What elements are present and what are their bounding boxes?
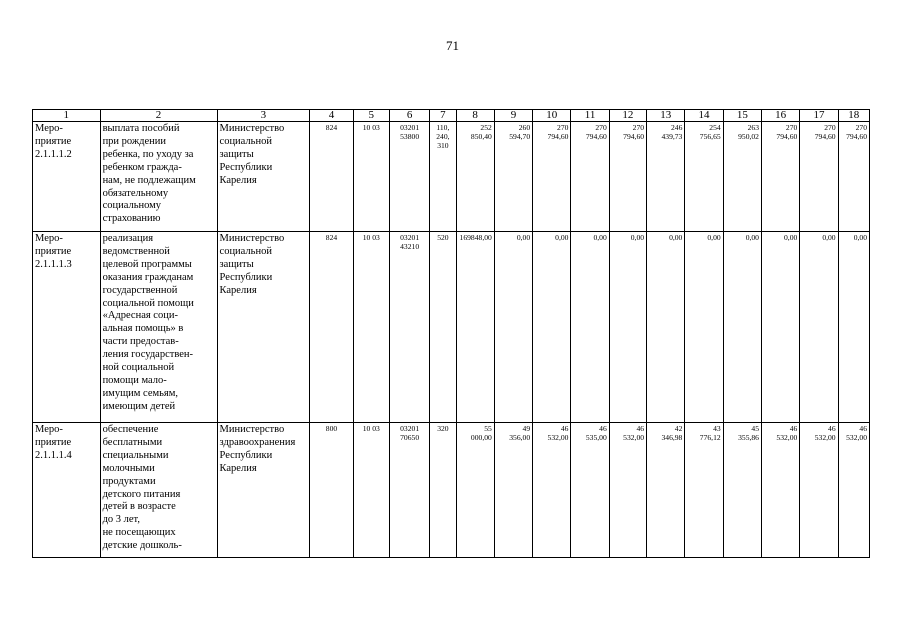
amount-cell: 46 532,00 [761, 423, 799, 558]
table-row [33, 232, 870, 423]
amount-cell: 260 594,70 [494, 122, 532, 232]
column-header: 11 [571, 110, 609, 122]
column-header: 14 [685, 110, 723, 122]
target-code-cell: 03201 43210 [389, 232, 429, 423]
amount-cell: 254 756,65 [685, 122, 723, 232]
column-header: 16 [761, 110, 799, 122]
responsible-cell: Министерство здравоохранения Республики Карелия [217, 423, 310, 558]
amount-cell: 55 000,00 [456, 423, 494, 558]
event-cell: Меро- приятие 2.1.1.1.3 [33, 232, 101, 423]
amount-cell: 46 532,00 [533, 423, 571, 558]
column-header: 1 [33, 110, 101, 122]
section-code-cell: 10 03 [353, 423, 389, 558]
event-cell: Меро- приятие 2.1.1.1.2 [33, 122, 101, 232]
expense-type-cell: 110, 240, 310 [430, 122, 456, 232]
column-header: 8 [456, 110, 494, 122]
section-code-cell: 10 03 [353, 232, 389, 423]
budget-table [32, 109, 870, 558]
target-code-cell: 03201 53800 [389, 122, 429, 232]
amount-cell: 46 532,00 [609, 423, 646, 558]
header-row [33, 110, 870, 122]
amount-cell: 270 794,60 [800, 122, 838, 232]
description-cell: выплата пособий при рождении ребенка, по уходу за ребенком гражда- нам, не подлежащим обязательному социальному страхованию [100, 122, 217, 232]
column-header: 13 [647, 110, 685, 122]
amount-cell: 169848,00 [456, 232, 494, 423]
target-code-cell: 03201 70650 [389, 423, 429, 558]
column-header: 17 [800, 110, 838, 122]
amount-cell: 0,00 [838, 232, 869, 423]
amount-cell: 0,00 [761, 232, 799, 423]
expense-type-cell: 320 [430, 423, 456, 558]
amount-cell: 270 794,60 [761, 122, 799, 232]
amount-cell: 46 532,00 [838, 423, 869, 558]
amount-cell: 45 355,86 [723, 423, 761, 558]
ministry-code-cell: 824 [310, 232, 353, 423]
description-cell: реализация ведомственной целевой программы оказания гражданам государственной социальной помощи «Адресная соци- альная помощь» в части предостав- ления государствен- ной социальной помощи мало- имущим семьям, имеющим детей [100, 232, 217, 423]
responsible-cell: Министерство социальной защиты Республики Карелия [217, 122, 310, 232]
amount-cell: 43 776,12 [685, 423, 723, 558]
amount-cell: 270 794,60 [609, 122, 646, 232]
column-header: 6 [389, 110, 429, 122]
column-header: 18 [838, 110, 869, 122]
column-header: 5 [353, 110, 389, 122]
column-header: 4 [310, 110, 353, 122]
column-header: 7 [430, 110, 456, 122]
table-row [33, 122, 870, 232]
amount-cell: 263 950,02 [723, 122, 761, 232]
column-header: 2 [100, 110, 217, 122]
amount-cell: 246 439,73 [647, 122, 685, 232]
column-header: 3 [217, 110, 310, 122]
amount-cell: 0,00 [533, 232, 571, 423]
amount-cell: 252 850,40 [456, 122, 494, 232]
column-header: 10 [533, 110, 571, 122]
amount-cell: 0,00 [647, 232, 685, 423]
column-header: 15 [723, 110, 761, 122]
amount-cell: 0,00 [571, 232, 609, 423]
column-header: 12 [609, 110, 646, 122]
amount-cell: 46 532,00 [800, 423, 838, 558]
table-row [33, 423, 870, 558]
section-code-cell: 10 03 [353, 122, 389, 232]
amount-cell: 0,00 [685, 232, 723, 423]
amount-cell: 270 794,60 [533, 122, 571, 232]
ministry-code-cell: 800 [310, 423, 353, 558]
amount-cell: 49 356,00 [494, 423, 532, 558]
amount-cell: 0,00 [723, 232, 761, 423]
amount-cell: 270 794,60 [838, 122, 869, 232]
amount-cell: 46 535,00 [571, 423, 609, 558]
amount-cell: 0,00 [494, 232, 532, 423]
description-cell: обеспечение бесплатными специальными молочными продуктами детского питания детей в возрасте до 3 лет, не посещающих детские дошколь- [100, 423, 217, 558]
amount-cell: 270 794,60 [571, 122, 609, 232]
column-header: 9 [494, 110, 532, 122]
amount-cell: 0,00 [800, 232, 838, 423]
responsible-cell: Министерство социальной защиты Республики Карелия [217, 232, 310, 423]
page-number: 71 [446, 38, 459, 53]
ministry-code-cell: 824 [310, 122, 353, 232]
event-cell: Меро- приятие 2.1.1.1.4 [33, 423, 101, 558]
expense-type-cell: 520 [430, 232, 456, 423]
amount-cell: 42 346,98 [647, 423, 685, 558]
amount-cell: 0,00 [609, 232, 646, 423]
